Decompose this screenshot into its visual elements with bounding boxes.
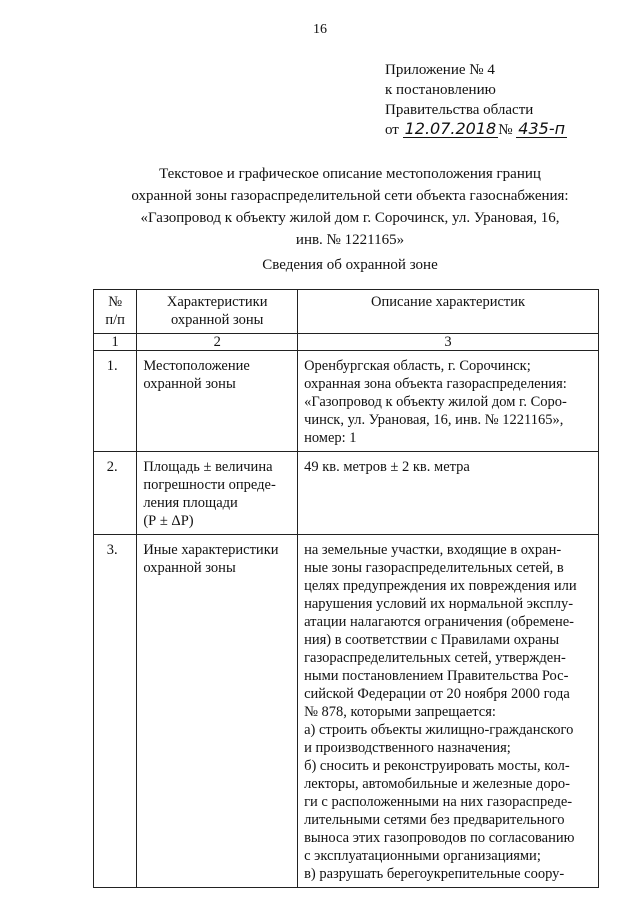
text-line: Местоположение — [143, 358, 250, 374]
section-title: Сведения об охранной зоне — [262, 257, 438, 273]
text-line: нарушения условий их нормальной эксплу- — [304, 596, 574, 612]
date-prefix: от — [385, 122, 399, 138]
row-description — [298, 351, 599, 452]
title-line-1: Текстовое и графическое описание местоположения границ — [159, 166, 541, 182]
text-line: сийской Федерации от 20 ноября 2000 года — [304, 686, 570, 702]
header-num-line-1: № — [108, 294, 123, 310]
number-prefix: № — [498, 122, 513, 138]
text-line: № 878, которыми запрещается: — [304, 704, 496, 720]
text-line: и производственного назначения; — [304, 740, 511, 756]
appendix-line-2: к постановлению — [385, 82, 496, 98]
appendix-line-3: Правительства области — [385, 102, 534, 118]
text-line: в) разрушать берегоукрепительные соору- — [304, 866, 565, 882]
handwritten-date: 12.07.2018 — [404, 119, 497, 138]
row-characteristic — [137, 452, 298, 535]
header-num — [94, 290, 137, 334]
header-char-line-1: Характеристики — [166, 294, 268, 310]
title-line-2: охранной зоны газораспределительной сети объекта газоснабжения: — [131, 188, 569, 204]
row-description — [298, 535, 599, 888]
column-number-row — [94, 334, 599, 351]
text-line: 49 кв. метров ± 2 кв. метра — [304, 459, 470, 475]
page-number: 16 — [313, 22, 327, 37]
text-line: газораспределительных сетей, утвержден- — [304, 650, 566, 666]
header-num-line-2: п/п — [105, 312, 125, 328]
appendix-block — [385, 60, 625, 140]
text-line: ги с расположенными на них газораспреде- — [304, 794, 573, 810]
text-line: на земельные участки, входящие в охран- — [304, 542, 562, 558]
row-number: 2. — [94, 452, 137, 535]
header-characteristics — [137, 290, 298, 334]
col-number-1: 1 — [94, 334, 137, 351]
text-line: ления площади — [143, 495, 238, 511]
table-row — [94, 351, 599, 452]
text-line: лекторы, автомобильные и железные доро- — [304, 776, 570, 792]
header-char-line-2: охранной зоны — [171, 312, 264, 328]
text-line: номер: 1 — [304, 430, 357, 446]
text-line: б) сносить и реконструировать мосты, кол- — [304, 758, 570, 774]
text-line: с эксплуатационными организациями; — [304, 848, 541, 864]
text-line: погрешности опреде- — [143, 477, 276, 493]
row-characteristic — [137, 535, 298, 888]
text-line: лительными сетями без предварительного — [304, 812, 565, 828]
text-line: ные зоны газораспределительных сетей, в — [304, 560, 564, 576]
title-line-4: инв. № 1221165» — [295, 232, 405, 248]
protection-zone-table — [93, 289, 599, 888]
table-header-row — [94, 290, 599, 334]
table-row — [94, 535, 599, 888]
text-line: выноса этих газопроводов по согласованию — [304, 830, 575, 846]
document-title — [70, 163, 630, 251]
text-line: «Газопровод к объекту жилой дом г. Соро- — [304, 394, 567, 410]
text-line: ными постановлением Правительства Рос- — [304, 668, 569, 684]
row-description — [298, 452, 599, 535]
text-line: (Р ± ΔР) — [143, 513, 194, 529]
row-characteristic — [137, 351, 298, 452]
row-number: 3. — [94, 535, 137, 888]
col-number-3: 3 — [298, 334, 599, 351]
text-line: Оренбургская область, г. Сорочинск; — [304, 358, 531, 374]
text-line: ния) в соответствии с Правилами охраны — [304, 632, 560, 648]
text-line: Иные характеристики — [143, 542, 279, 558]
appendix-date-line — [385, 120, 625, 140]
title-line-3: «Газопровод к объекту жилой дом г. Сорочинск, ул. Урановая, 16, — [140, 210, 560, 226]
handwritten-number: 435-п — [518, 119, 566, 138]
text-line: а) строить объекты жилищно-гражданского — [304, 722, 574, 738]
text-line: охранной зоны — [143, 376, 236, 392]
row-number: 1. — [94, 351, 137, 452]
col-number-2: 2 — [137, 334, 298, 351]
table-row — [94, 452, 599, 535]
text-line: охранной зоны — [143, 560, 236, 576]
header-description: Описание характеристик — [298, 290, 599, 334]
text-line: целях предупреждения их повреждения или — [304, 578, 577, 594]
text-line: охранная зона объекта газораспределения: — [304, 376, 567, 392]
text-line: чинск, ул. Урановая, 16, инв. № 1221165», — [304, 412, 564, 428]
appendix-line-1: Приложение № 4 — [385, 62, 495, 78]
text-line: Площадь ± величина — [143, 459, 273, 475]
text-line: атации налагаются ограничения (обремене- — [304, 614, 574, 630]
